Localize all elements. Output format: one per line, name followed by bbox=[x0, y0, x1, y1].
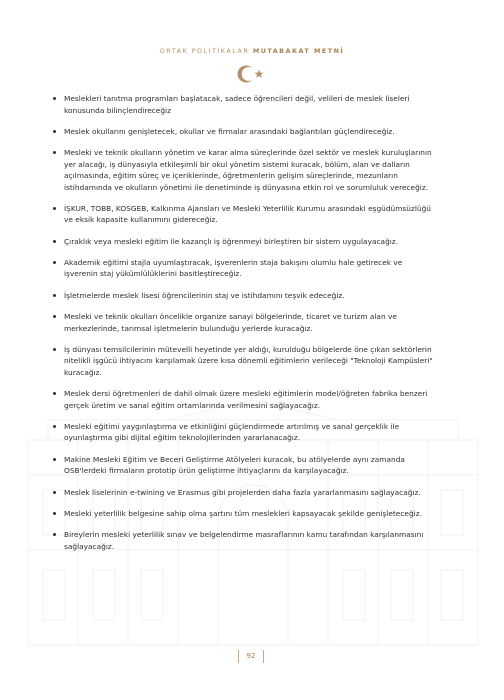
list-item bbox=[57, 421, 435, 444]
bullet-icon bbox=[53, 512, 56, 515]
page-number: 92 bbox=[238, 650, 264, 663]
list-item-text: Meslek liselerinin e-twining ve Erasmus gibi projelerden daha fazla yararlanmasını sağlayacağız. bbox=[64, 487, 421, 497]
bullet-icon bbox=[53, 240, 56, 243]
header-prefix: ORTAK POLİTİKALAR bbox=[159, 47, 250, 55]
bullet-icon bbox=[53, 458, 56, 461]
bullet-icon bbox=[53, 261, 56, 264]
list-item-text: Mesleki eğitimi yaygınlaştırma ve etkinliğini güçlendirmede artırılmış ve sanal gerçeklik ile oyunlaştırma gibi dijital eğitim teknolojilerinden yararlanacağız. bbox=[64, 421, 400, 443]
list-item-text: Bireylerin mesleki yeterlilik sınav ve belgelendirme masraflarının kamu tarafından karşılanmasını sağlayacağız. bbox=[64, 530, 424, 551]
list-item-text: İŞKUR, TOBB, KOSGEB, Kalkınma Ajansları ve Mesleki Yeterlilik Kurumu arasındaki eşgüdümsüzlüğü ve eksik kapasite kullanımını gidereceğiz. bbox=[64, 203, 431, 225]
list-item bbox=[57, 126, 435, 138]
list-item-text: Makine Mesleki Eğitim ve Beceri Geliştirme Atölyeleri kuracak, bu atölyelerde aynı zamanda OSB'lerdeki firmaların prototip ürün geliştirme ihtiyaçlarını da karşılayacağız. bbox=[64, 454, 405, 476]
bullet-icon bbox=[53, 491, 56, 494]
list-item bbox=[57, 508, 435, 520]
bullet-icon bbox=[53, 315, 56, 318]
bullet-icon bbox=[53, 425, 56, 428]
list-item-text: Mesleki ve teknik okulları öncelikle organize sanayi bölgelerinde, ticaret ve turizm alan ve merkezlerinde, tarımsal işletmelerin bulunduğu yerlerde kuracağız. bbox=[64, 312, 397, 333]
list-item-text: Çıraklık veya mesleki eğitim ile kazançlı iş öğrenmeyi birleştiren bir sistem uygulayacağız. bbox=[64, 236, 399, 246]
list-item-text: Mesleki ve teknik okulların yönetim ve karar alma süreçlerinde özel sektör ve meslek kuruluşlarının yer alacağı, iş dünyasıyla etkileşimli bir okul yönetim sistemi kuracak, bölüm, alan ve dalların açılmasında, eğitim süreç ve içeriklerinde, öğretmenlerin gelişim süreçlerinde, mezunların istihdamında ve okulların yönetimi ile denetiminde iş dünyasına etkin rol ve sorumluluk vereceğiz. bbox=[64, 148, 432, 192]
list-item-text: Meslek dersi öğretmenleri de dahil olmak üzere mesleki eğitimlerin model/öğreten fabrika benzeri gerçek üretim ve sanal eğitim ortamlarında verilmesini sağlayacağız. bbox=[64, 389, 428, 410]
bullet-icon bbox=[53, 207, 56, 210]
list-item bbox=[57, 93, 435, 116]
list-item bbox=[57, 290, 435, 302]
list-item bbox=[57, 203, 435, 226]
list-item-text: Mesleki yeterlilik belgesine sahip olma şartını tüm meslekleri kapsayacak şekilde genişleteceğiz. bbox=[64, 508, 422, 518]
bullet-icon bbox=[53, 151, 56, 154]
list-item bbox=[57, 236, 435, 248]
list-item-text: Meslek okullarını genişletecek, okullar ve firmalar arasındaki bağlantıları güçlendireceğiz. bbox=[64, 126, 395, 136]
list-item-text: Meslekleri tanıtma programları başlatacak, sadece öğrencileri değil, velileri de meslek liseleri konusunda bilinçlendireceğiz bbox=[64, 94, 410, 115]
list-item-text: İşletmelerde meslek lisesi öğrencilerinin staj ve istihdamını teşvik edeceğiz. bbox=[64, 290, 345, 300]
header-title: MUTABAKAT METNİ bbox=[252, 47, 345, 55]
bullet-icon bbox=[53, 97, 56, 100]
list-item bbox=[57, 529, 435, 552]
list-item bbox=[57, 147, 435, 193]
bullet-icon bbox=[53, 392, 56, 395]
running-header bbox=[0, 47, 504, 55]
bullet-icon bbox=[53, 130, 56, 133]
bullet-icon bbox=[53, 294, 56, 297]
bullet-icon bbox=[53, 348, 56, 351]
policy-bullet-list bbox=[57, 93, 435, 562]
list-item-text: İş dünyası temsilcilerinin mütevelli heyetinde yer aldığı, kurulduğu bölgelerde öne çıkan sektörlerin nitelikli işgücü ihtiyacını karşılamak üzere kısa dönemli eğitimlerin verileceği "Teknoloji Kampüsleri" kuracağız. bbox=[64, 344, 433, 377]
list-item bbox=[57, 388, 435, 411]
crescent-star-icon bbox=[236, 63, 266, 85]
list-item bbox=[57, 487, 435, 499]
list-item-text: Akademik eğitimi stajla uyumlaştıracak, işverenlerin staja bakışını olumlu hale getirecek ve işverenin staj yükümlülüklerini basitleştireceğiz. bbox=[64, 257, 403, 279]
list-item bbox=[57, 344, 435, 379]
list-item bbox=[57, 257, 435, 280]
list-item bbox=[57, 311, 435, 334]
list-item bbox=[57, 454, 435, 477]
